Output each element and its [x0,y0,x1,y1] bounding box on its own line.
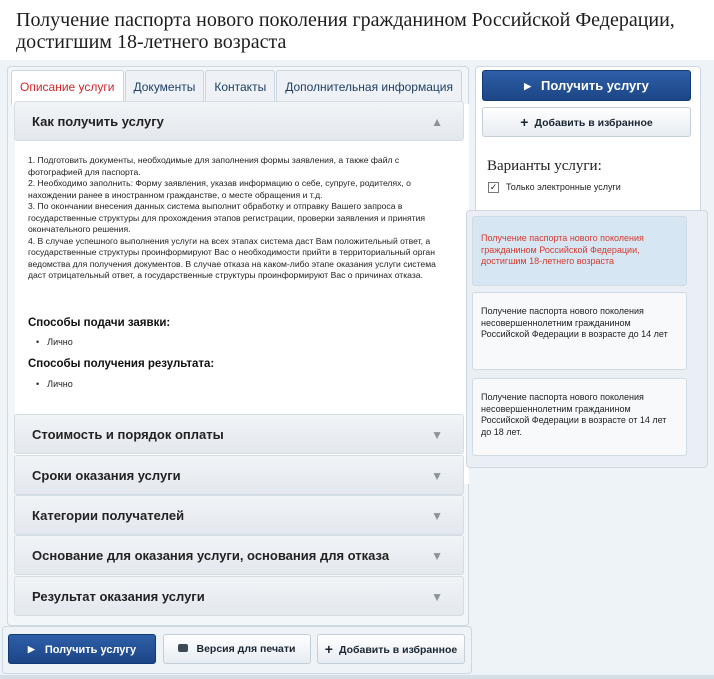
footer-divider [0,675,714,679]
accordion-grounds[interactable] [14,535,464,575]
plus-icon: + [324,641,333,657]
accordion-terms[interactable] [14,455,464,495]
printer-icon [178,644,188,652]
tab-description[interactable]: Описание услуги [11,70,124,105]
tab-contacts[interactable]: Контакты [205,70,275,103]
check-icon: ✓ [489,182,498,192]
accordion-title: Основание для оказания услуги, основания для отказа [32,548,390,563]
accordion-how-to-get[interactable] [14,101,464,141]
page-title: Получение паспорта нового поколения гражданином Российской Федерации, достигшим 18-летнего возраста [16,9,675,53]
step-3: 3. По окончании внесения данных система выполнит обработку и отправку Вашего запроса в государственные структуры для прохождения этапов регистрации, проверки заявления и принятия окончательного решения. [28,201,426,234]
only-electronic-checkbox[interactable] [488,182,499,193]
get-service-button[interactable]: ▶ Получить услугу [482,70,691,101]
arrow-right-icon: ▶ [524,81,532,91]
step-4: 4. В случае успешного выполнения услуги на всех этапах система даст Вам положительный ответ, а государственные структуры проинформируют Вас о необходимости прийти в территориальный орган ведомства для получения документов. В случае отказа на каком-либо этапе оказания услуги система даст отрицательный ответ, а государственные структуры проинформируют Вас о причинах отказа. [28,235,436,280]
chevron-down-icon: ▼ [431,428,443,442]
accordion-result[interactable] [14,576,464,616]
variants-heading: Варианты услуги: [487,158,602,174]
add-favorite-button[interactable]: + Добавить в избранное [482,107,691,137]
accordion-recipients[interactable] [14,495,464,535]
accordion-title: Результат оказания услуги [32,589,205,604]
submit-methods-heading: Способы подачи заявки: [28,317,171,329]
variant-item-selected[interactable]: Получение паспорта нового поколения гражданином Российской Федерации, достигшим 18-летнего возраста [472,216,687,286]
chevron-up-icon: ▲ [431,115,443,129]
accordion-title: Категории получателей [32,508,185,523]
add-favorite-button-bottom[interactable]: + Добавить в избранное [317,634,465,664]
chevron-down-icon: ▼ [431,549,443,563]
plus-icon: + [520,114,529,130]
variant-item[interactable]: Получение паспорта нового поколения несовершеннолетним гражданином Российской Федерации в возрасте от 14 лет до 18 лет. [472,378,687,456]
tab-documents[interactable]: Документы [125,70,205,103]
result-methods-heading: Способы получения результата: [28,358,215,370]
only-electronic-label: Только электронные услуги [506,182,621,192]
step-1: 1. Подготовить документы, необходимые для заполнения формы заявления, а также файл с фотографией для паспорта. [28,155,400,177]
arrow-right-icon: ▶ [27,644,35,654]
print-version-button[interactable]: Версия для печати [163,634,311,664]
get-service-button-bottom[interactable]: ▶ Получить услугу [8,634,156,664]
step-2: 2. Необходимо заполнить: Форму заявления, указав информацию о себе, супруге, родителях, о нахождении ранее в иностранном гражданстве, о месте обращения и т.д. [28,178,411,200]
accordion-title: Стоимость и порядок оплаты [32,427,224,442]
variant-item[interactable]: Получение паспорта нового поколения несовершеннолетним гражданином Российской Федерации в возрасте до 14 лет [472,292,687,370]
submit-method-item: • Лично [36,337,73,347]
chevron-down-icon: ▼ [431,469,443,483]
accordion-cost[interactable] [14,414,464,454]
tab-additional-info[interactable]: Дополнительная информация [276,70,462,103]
accordion-title: Сроки оказания услуги [32,468,181,483]
chevron-down-icon: ▼ [431,509,443,523]
how-to-steps [28,155,436,282]
accordion-title: Как получить услугу [32,114,164,129]
result-method-item: • Лично [36,379,73,389]
chevron-down-icon: ▼ [431,590,443,604]
tab-bar [11,70,463,104]
